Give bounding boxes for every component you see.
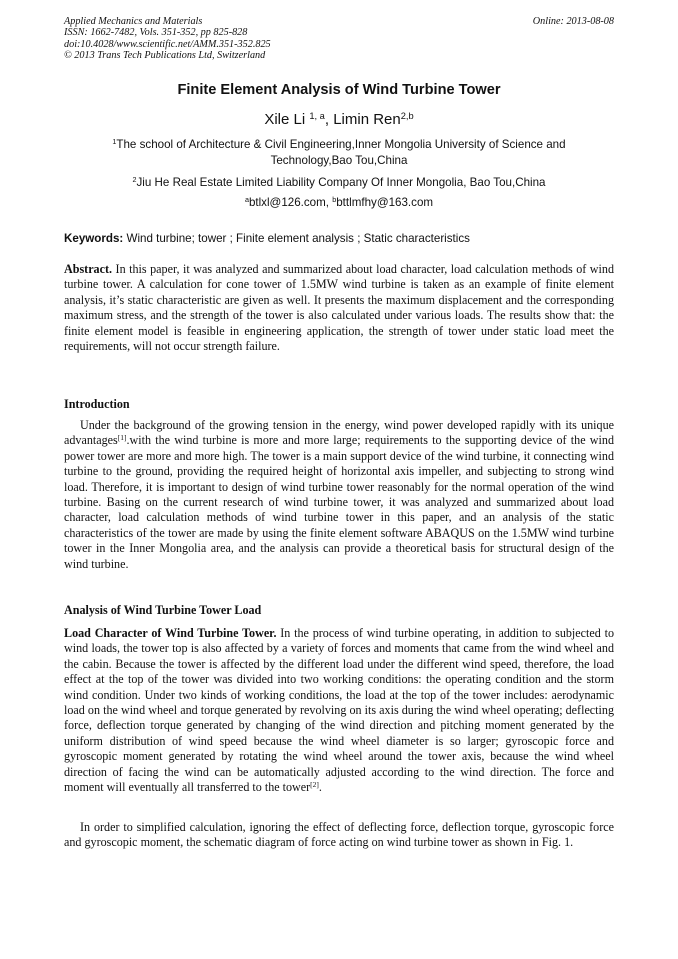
author-1: Xile Li — [264, 111, 306, 128]
email-b: bttlmfhy@163.com — [336, 196, 434, 209]
online-date: Online: 2013-08-08 — [532, 16, 614, 27]
abstract — [64, 262, 614, 354]
analysis-heading: Analysis of Wind Turbine Tower Load — [64, 603, 262, 617]
load-character-paragraph — [64, 626, 614, 795]
affiliation-2 — [0, 175, 678, 191]
affiliation-1-mark: 1 — [112, 137, 117, 147]
simplification-paragraph: In order to simplified calculation, ignoring the effect of deflecting force, deflection torque, gyroscopic force and gyroscopic moment, the schematic diagram of force acting on wind turbine tower as shown in Fig. 1. — [64, 820, 614, 850]
introduction-heading: Introduction — [64, 397, 130, 411]
issn-line: ISSN: 1662-7482, Vols. 351-352, pp 825-828 — [64, 27, 248, 39]
email-b-mark: b — [332, 195, 337, 205]
author-2-affiliation-mark: 2,b — [400, 110, 414, 121]
keywords-text: Wind turbine; tower ; Finite element analysis ; Static characteristics — [123, 232, 470, 245]
author-1-affiliation-mark: 1, a — [309, 110, 325, 121]
abstract-label: Abstract. — [64, 262, 113, 276]
keywords — [64, 232, 624, 245]
author-line — [0, 111, 678, 128]
doi-line: doi:10.4028/www.scientific.net/AMM.351-352.825 — [64, 38, 271, 50]
affiliation-1-text: The school of Architecture & Civil Engineering,Inner Mongolia University of Science and Technology,Bao Tou,China — [116, 138, 566, 167]
author-separator: , — [324, 111, 334, 128]
citation-2: [2] — [310, 779, 319, 789]
abstract-text: In this paper, it was analyzed and summarized about load character, load calculation methods of wind turbine tower. A calculation for cone tower of 1.5MW wind turbine is taken as an example of finite element analysis, it’s static characteristic are given as well. It presents the maximum displacement and the corresponding maximum stress, and the strength of the tower is also calculated under various loads. The results show that: the finite element model is feasible in engineering application, the strength of tower under static load meet the requirements, will not occur strength failure. — [64, 262, 614, 354]
paper-title: Finite Element Analysis of Wind Turbine Tower — [177, 82, 501, 98]
journal-meta — [64, 16, 271, 61]
author-2: Limin Ren — [333, 111, 401, 128]
introduction-text-1: Under the background of the growing tension in the energy, wind power developed rapidly with its unique advantages — [64, 418, 614, 448]
email-a: btlxl@126.com, — [248, 196, 333, 209]
introduction-paragraph — [64, 418, 614, 572]
load-character-end: . — [318, 780, 322, 795]
keywords-label: Keywords: — [64, 232, 124, 245]
copyright-line: © 2013 Trans Tech Publications Ltd, Switzerland — [64, 49, 266, 61]
email-a-mark: a — [244, 195, 249, 205]
affiliation-2-mark: 2 — [132, 175, 137, 185]
introduction-text-2: .with the wind turbine is more and more large; requirements to the supporting device of the wind power tower are more and more high. The tower is a main support device of the wind turbine, it connecting wind turbine to the ground, providing the required height of horizontal axis impeller, and subjecting to strong wind load. Therefore, it is important to design of wind turbine tower reasonably for the normal operation of the wind turbine. Basing on the current research of wind turbine tower, it was analyzed and summarized about load character, load calculation methods of wind turbine tower in this paper, and an analysis of the static characteristics of the tower are made by using the finite element software ABAQUS on the 1.5MW wind turbine tower in the Inner Mongolia area, and the analysis can provide a theoretical basis for structural design of the wind turbine. — [64, 433, 614, 571]
email-line — [0, 195, 678, 211]
citation-1: [1] — [117, 433, 127, 443]
load-character-text: In the process of wind turbine operating, in addition to subjected to wind loads, the tower top is also affected by a variety of forces and moments that came from the wind wheel and the cabin. Because the tower is affected by the different load under the different wind speed, therefore, the load effect at the top of the tower was divided into two working conditions: the operating condition and the storm wind condition. Under two kinds of working conditions, the load at the top of the tower includes: aerodynamic load on the wind wheel and torque generated by revolving on its axis during the wind wheel operating; deflecting force, deflection torque generated by changing of the wind direction and pitching moment generated by the uniform distribution of wind speed because the wind wheel diameter is so larger; gyroscopic force and gyroscopic moment generated by rotating the wind wheel around the tower axis, because the wind wheel direction of facing the wind can be automatically adjusted according to the wind direction. The force and moment will eventually all transferred to the tower — [64, 626, 614, 795]
affiliation-1 — [90, 137, 588, 168]
journal-name: Applied Mechanics and Materials — [64, 16, 203, 27]
affiliation-2-text: Jiu He Real Estate Limited Liability Company Of Inner Mongolia, Bao Tou,China — [136, 176, 546, 189]
load-character-label: Load Character of Wind Turbine Tower. — [64, 626, 277, 640]
